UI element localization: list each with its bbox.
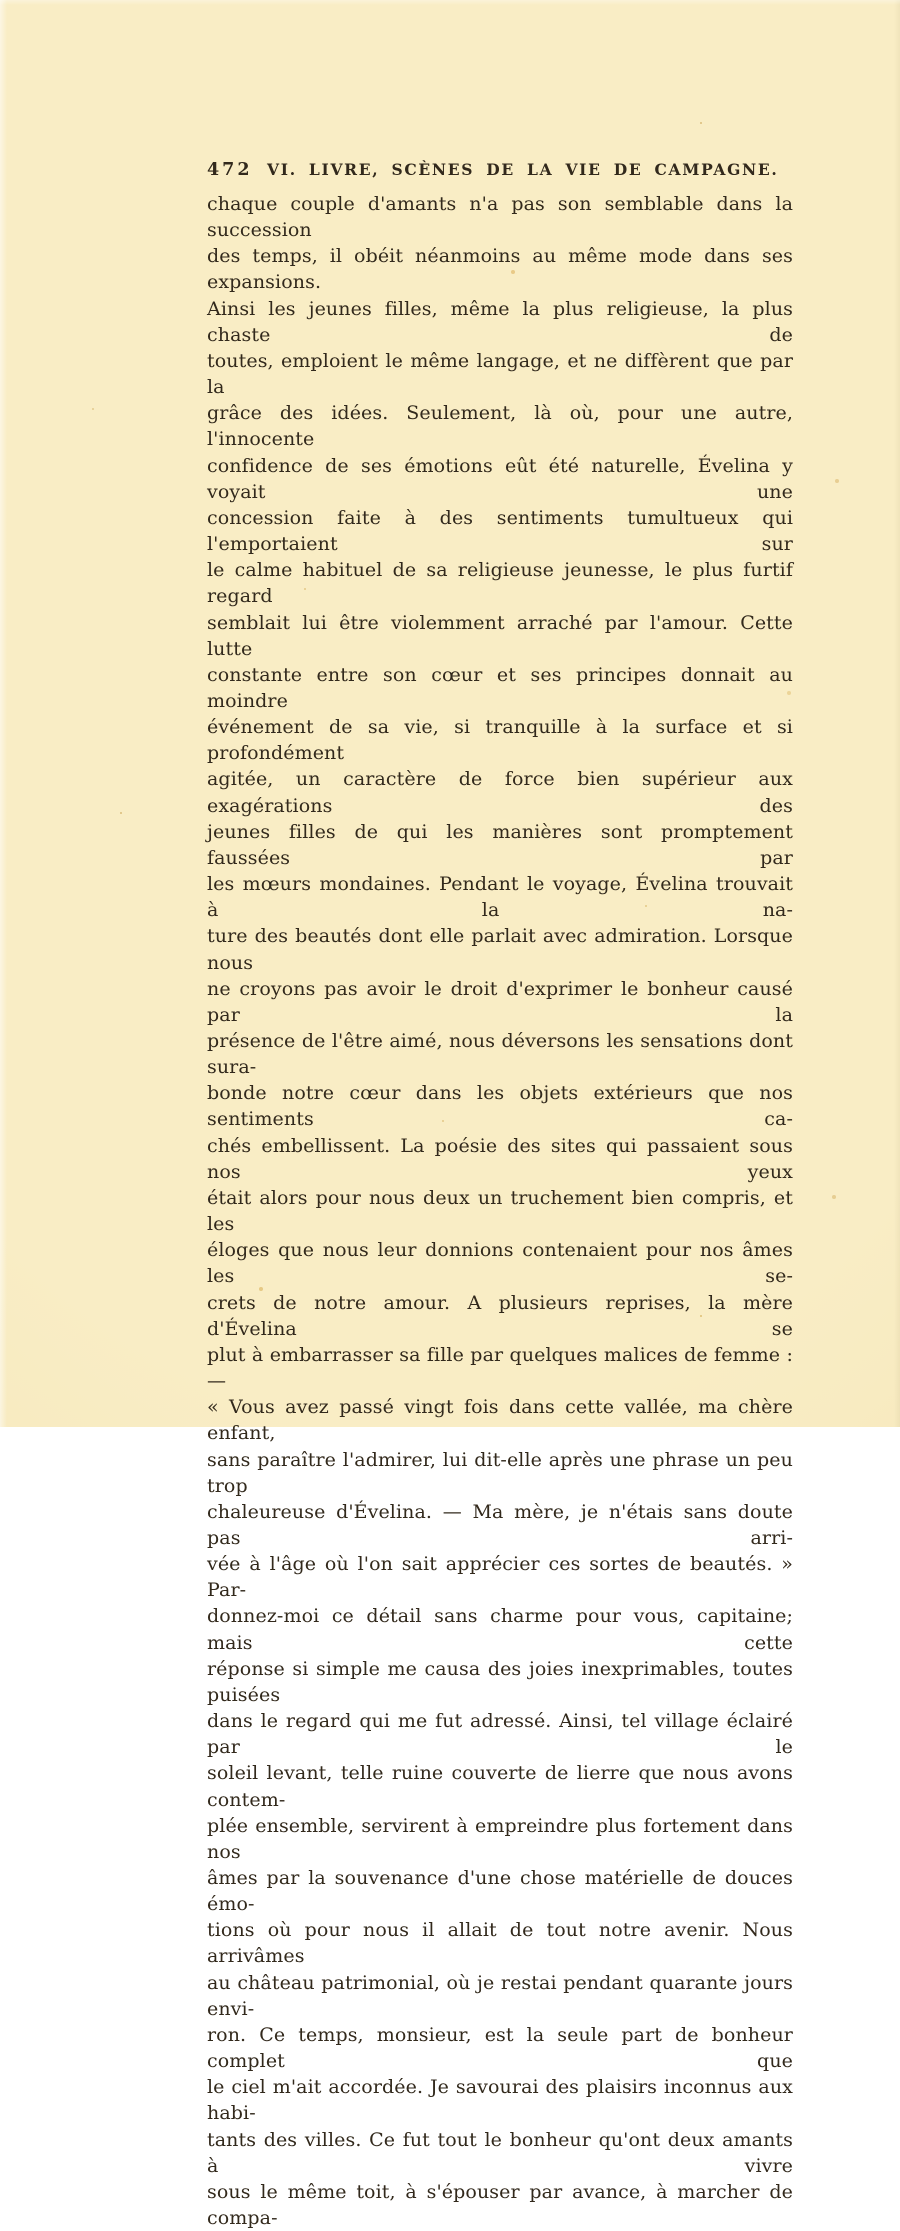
body-text [207,191,793,2231]
text-line: sous le même toit, à s'épouser par avance, à marcher de compa- [207,2180,793,2230]
text-line: ron. Ce temps, monsieur, est la seule part de bonheur complet que [207,2023,793,2073]
text-line: confidence de ses émotions eût été naturelle, Évelina y voyait une [207,454,793,503]
text-line: constante entre son cœur et ses principes donnait au moindre [207,663,793,712]
text-line: au château patrimonial, où je restai pendant quarante jours envi- [207,1971,793,2020]
text-line: les mœurs mondaines. Pendant le voyage, Évelina trouvait à la na- [207,873,793,922]
text-line: tants des villes. Ce fut tout le bonheur qu'ont deux amants à vivre [207,2128,793,2177]
page-header [207,160,793,180]
text-line: Ainsi les jeunes filles, même la plus religieuse, la plus chaste de [207,297,793,346]
text-line: chés embellissent. La poésie des sites qui passaient sous nos yeux [207,1134,793,1183]
text-line: concession faite à des sentiments tumultueux qui l'emportaient sur [207,506,793,556]
page-number: 472 [207,160,253,180]
text-line: chaleureuse d'Évelina. — Ma mère, je n'étais sans doute pas arri- [207,1500,793,1549]
text-line: événement de sa vie, si tranquille à la surface et si profondément [207,716,793,765]
paper-speckles [0,0,2,2]
text-line: plut à embarrasser sa fille par quelques malices de femme : — [207,1343,793,1393]
text-line: le calme habituel de sa religieuse jeunesse, le plus furtif regard [207,559,793,608]
text-line: présence de l'être aimé, nous déversons les sensations dont sura- [207,1030,793,1079]
text-line: éloges que nous leur donnions contenaient pour nos âmes les se- [207,1239,793,1288]
text-line: réponse si simple me causa des joies inexprimables, toutes puisées [207,1657,793,1706]
text-line: des temps, il obéit néanmoins au même mode dans ses expansions. [207,245,793,294]
text-line: grâce des idées. Seulement, là où, pour une autre, l'innocente [207,402,793,451]
text-line: était alors pour nous deux un truchement bien compris, et les [207,1186,793,1236]
text-line: toutes, emploient le même langage, et ne diffèrent que par la [207,349,793,399]
text-line: vée à l'âge où l'on sait apprécier ces sortes de beautés. » Par- [207,1553,793,1602]
text-line: agitée, un caractère de force bien supérieur aux exagérations des [207,768,793,817]
text-line: ne croyons pas avoir le droit d'exprimer le bonheur causé par la [207,977,793,1026]
text-line: donnez-moi ce détail sans charme pour vous, capitaine; mais cette [207,1605,793,1654]
text-line: jeunes filles de qui les manières sont promptement faussées par [207,820,793,869]
text-line: crets de notre amour. A plusieurs reprises, la mère d'Évelina se [207,1291,793,1340]
text-line: bonde notre cœur dans les objets extérieurs que nos sentiments ca- [207,1082,793,1131]
text-line: ture des beautés dont elle parlait avec admiration. Lorsque nous [207,925,793,974]
running-title: VI. LIVRE, SCÈNES DE LA VIE DE CAMPAGNE. [267,160,779,179]
text-line: dans le regard qui me fut adressé. Ainsi, tel village éclairé par le [207,1710,793,1759]
text-line: chaque couple d'amants n'a pas son semblable dans la succession [207,193,793,242]
text-line: « Vous avez passé vingt fois dans cette vallée, ma chère enfant, [207,1396,793,1445]
text-line: âmes par la souvenance d'une chose matérielle de douces émo- [207,1867,793,1916]
text-line: semblait lui être violemment arraché par l'amour. Cette lutte [207,611,793,660]
text-line: tions où pour nous il allait de tout notre avenir. Nous arrivâmes [207,1919,793,1968]
text-line: plée ensemble, servirent à empreindre plus fortement dans nos [207,1814,793,1863]
text-line: le ciel m'ait accordée. Je savourai des plaisirs inconnus aux habi- [207,2076,793,2125]
text-line: sans paraître l'admirer, lui dit-elle après une phrase un peu trop [207,1448,793,1497]
text-line: soleil levant, telle ruine couverte de lierre que nous avons contem- [207,1762,793,1811]
